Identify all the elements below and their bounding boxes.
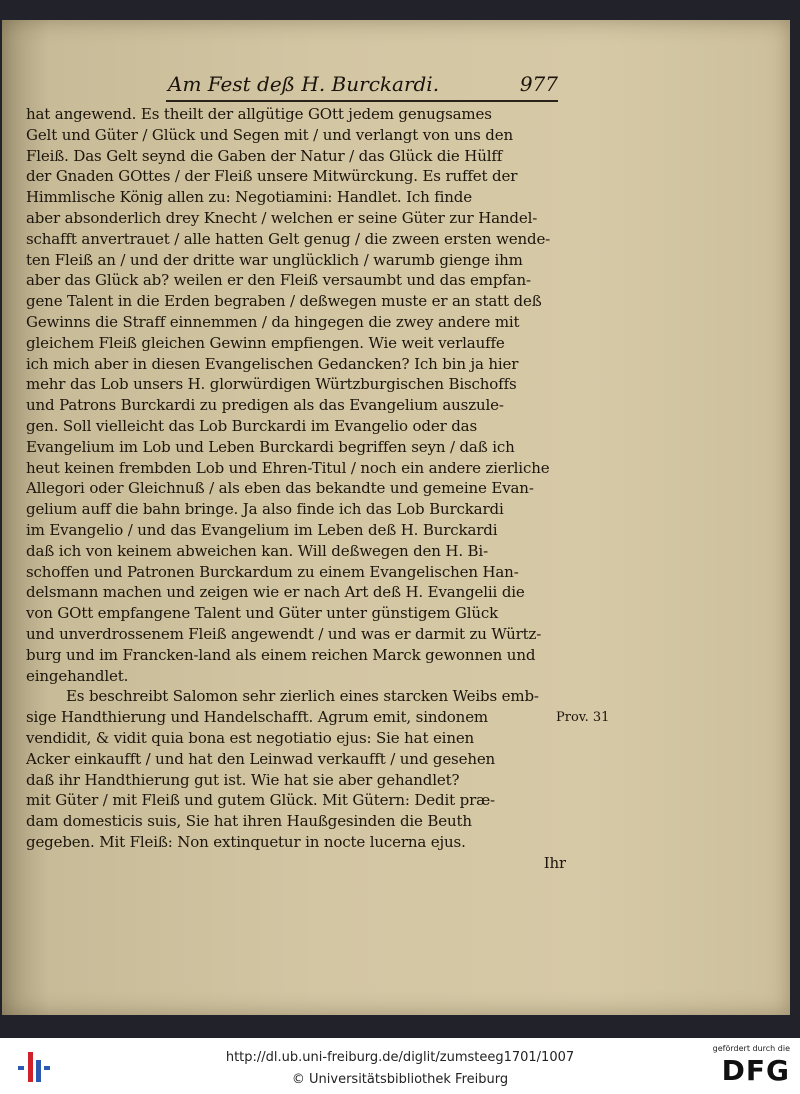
dfg-caption: gefördert durch die <box>712 1044 790 1053</box>
running-head: Am Fest deß H. Burckardi. <box>168 72 440 96</box>
text-line: gelium auff die bahn bringe. Ja also finde ich das Lob Burckardi <box>26 500 504 519</box>
text-line: Gewinns die Straff einnemmen / da hingegen die zwey andere mit <box>26 312 520 331</box>
text-line: Fleiß. Das Gelt seynd die Gaben der Natur / das Glück die Hülff <box>26 146 503 165</box>
page-header <box>168 72 558 102</box>
text-line: Himmlische König allen zu: Negotiamini: Handlet. Ich finde <box>26 188 472 207</box>
text-line: dam domesticis suis, Sie hat ihren Haußgesinden die Beuth <box>26 812 472 831</box>
document-url-link[interactable]: http://dl.ub.uni-freiburg.de/diglit/zumsteeg1701/1007 <box>225 1050 575 1065</box>
text-line: gegeben. Mit Fleiß: Non extinquetur in nocte lucerna ejus. <box>26 832 466 851</box>
text-line: der Gnaden GOttes / der Fleiß unsere Mitwürckung. Es ruffet der <box>26 167 518 186</box>
text-line: sige Handthierung und Handelschafft. Agrum emit, sindonem <box>26 708 488 727</box>
text-line: burg und im Francken-land als einem reichen Marck gewonnen und <box>26 645 536 664</box>
text-line: gen. Soll vielleicht das Lob Burckardi im Evangelio oder das <box>26 416 477 435</box>
text-line: eingehandlet. <box>26 666 129 685</box>
page-number: 977 <box>519 72 558 96</box>
text-line: daß ihr Handthierung gut ist. Wie hat sie aber gehandlet? <box>26 770 460 789</box>
text-line: ten Fleiß an / und der dritte war unglücklich / warumb gienge ihm <box>26 250 523 269</box>
text-line: Acker einkaufft / und hat den Leinwad verkaufft / und gesehen <box>26 749 496 768</box>
text-line: von GOtt empfangene Talent und Güter unter günstigem Glück <box>26 604 499 623</box>
text-line: und Patrons Burckardi zu predigen als das Evangelium auszule- <box>26 396 504 415</box>
footer <box>0 1038 800 1094</box>
body-text <box>26 104 566 873</box>
text-line: im Evangelio / und das Evangelium im Leben deß H. Burckardi <box>26 520 498 539</box>
dfg-logo <box>700 1042 790 1090</box>
text-line: gene Talent in die Erden begraben / deßwegen muste er an statt deß <box>26 292 542 311</box>
text-line: Gelt und Güter / Glück und Segen mit / und verlangt von uns den <box>26 125 513 144</box>
margin-note: Prov. 31 <box>556 710 610 725</box>
dfg-logo-text: DFG <box>721 1054 790 1087</box>
text-line: mehr das Lob unsers H. glorwürdigen Würtzburgischen Bischoffs <box>26 375 517 394</box>
text-line: hat angewend. Es theilt der allgütige GOtt jedem genugsames <box>26 105 492 123</box>
text-line: aber das Glück ab? weilen er den Fleiß versaumbt und das empfan- <box>26 271 531 290</box>
text-line: und unverdrossenem Fleiß angewendt / und was er darmit zu Würtz- <box>26 624 542 643</box>
text-line: Es beschreibt Salomon sehr zierlich eines starcken Weibs emb- <box>66 687 539 706</box>
text-line: heut keinen frembden Lob und Ehren-Titul / noch ein andere zierliche <box>26 458 550 477</box>
copyright-text: © Universitätsbibliothek Freiburg <box>291 1072 509 1087</box>
text-line: mit Güter / mit Fleiß und gutem Glück. Mit Gütern: Dedit præ- <box>26 791 495 810</box>
text-line: daß ich von keinem abweichen kan. Will deßwegen den H. Bi- <box>26 541 488 560</box>
text-line: Allegori oder Gleichnuß / als eben das bekandte und gemeine Evan- <box>26 479 534 498</box>
text-line: Evangelium im Lob und Leben Burckardi begriffen seyn / daß ich <box>26 437 515 456</box>
text-line: aber absonderlich drey Knecht / welchen er seine Güter zur Handel- <box>26 208 538 227</box>
catchword: Ihr <box>543 853 566 872</box>
text-line: vendidit, & vidit quia bona est negotiatio ejus: Sie hat einen <box>26 728 475 747</box>
text-line: schoffen und Patronen Burckardum zu einem Evangelischen Han- <box>26 562 519 581</box>
text-line: schafft anvertrauet / alle hatten Gelt genug / die zween ersten wende- <box>26 229 551 248</box>
text-line: gleichem Fleiß gleichen Gewinn empfiengen. Wie weit verlauffe <box>26 333 505 352</box>
text-line: ich mich aber in diesen Evangelischen Gedancken? Ich bin ja hier <box>26 354 519 373</box>
text-line: delsmann machen und zeigen wie er nach Art deß H. Evangelii die <box>26 583 525 602</box>
header-rule <box>166 100 558 102</box>
